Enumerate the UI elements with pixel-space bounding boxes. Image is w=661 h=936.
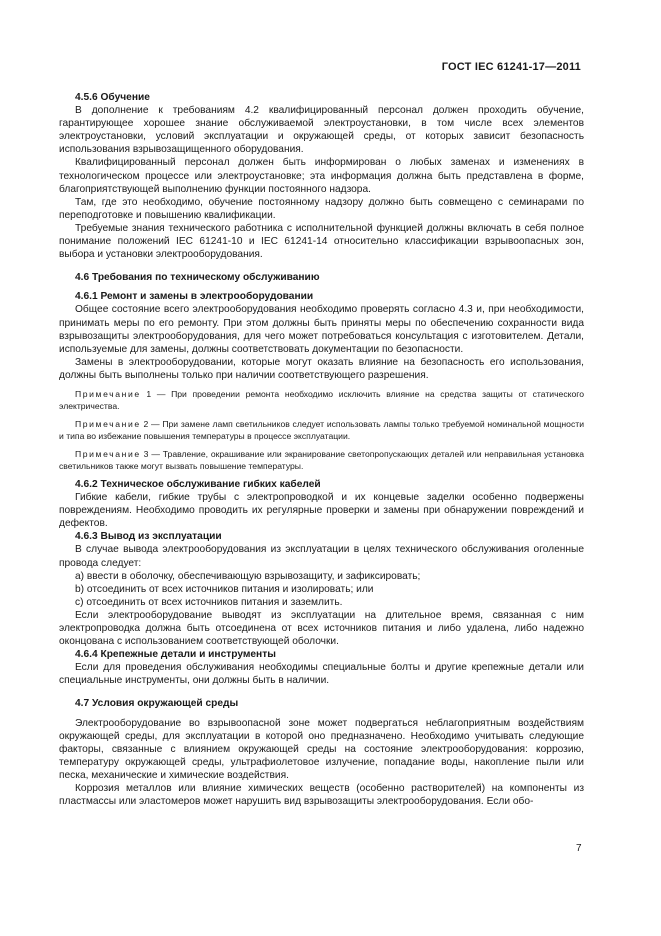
note-text: — При замене ламп светильников следует использовать лампы только требуемой номинальной мощности и типа во избежание повышения температуры в процессе эксплуатации. — [59, 418, 584, 441]
section-heading-4-5-6: 4.5.6 Обучение — [75, 92, 150, 103]
note-label: Примечание — [75, 388, 141, 399]
paragraph: Если для проведения обслуживания необходимы специальные болты и другие крепежные детали или специальные инструменты, они должны быть в наличии. — [59, 662, 584, 687]
section-heading-4-6: 4.6 Требования по техническому обслуживанию — [75, 272, 320, 284]
paragraph: Электрооборудование во взрывоопасной зоне может подвергаться неблагоприятным воздействиям окружающей среды, для эксплуатации в которой оно предназначено. Необходимо учитывать следующие факторы, связанные с влиянием окружающей среды на состояние электрооборудования: коррозию, температуру окружающей среды, ультрафиолетовое излучение, попадание воды, накопление пыли или песка, механические и химические воздействия. — [59, 717, 584, 781]
section-heading-4-7: 4.7 Условия окружающей среды — [75, 698, 239, 710]
paragraph: В дополнение к требованиям 4.2 квалифицированный персонал должен проходить обучение, гарантирующее хорошее знание обслуживаемой электроустановки, в том числе всех элементов электроустановки, условий эксплуатации и окружающей среды, от которых зависит безопасность использования взрывозащищенного оборудования. — [59, 105, 584, 156]
page-number: 7 — [576, 843, 582, 854]
list-item: a) ввести в оболочку, обеспечивающую взрывозащиту, и зафиксировать; — [75, 570, 421, 582]
list-item: b) отсоединить от всех источников питания и изолировать; или — [75, 583, 374, 595]
paragraph: Квалифицированный персонал должен быть информирован о любых заменах и изменениях в технологическом процессе или электроустановке; эта информация должна быть представлена в форме, благоприятствующей выполнению функции постоянного надзора. — [59, 157, 584, 195]
section-heading-4-6-3: 4.6.3 Вывод из эксплуатации — [75, 531, 222, 543]
note-label: Примечание — [75, 448, 141, 459]
note-text: — Травление, окрашивание или экранирование светопропускающих деталей или неправильная установка светильников также могут вызвать повышение температуры. — [59, 448, 585, 471]
page-body — [59, 91, 584, 808]
list-item: c) отсоединить от всех источников питания и заземлить. — [75, 596, 343, 608]
note-number: 3 — [143, 448, 149, 459]
note-2 — [59, 418, 584, 442]
section-heading-4-6-1: 4.6.1 Ремонт и замены в электрооборудовании — [75, 291, 314, 303]
paragraph: Требуемые знания технического работника с исполнительной функцией должны включать в себя полное понимание положений IEC 61241-10 и IEC 61241-14 относительно классификации взрывоопасных зон, выбора и установки электрооборудования. — [59, 222, 584, 261]
note-3 — [59, 448, 584, 472]
paragraph: Замены в электрооборудовании, которые могут оказать влияние на безопасность его использования, должны быть выполнены только при наличии соответствующего разрешения. — [59, 356, 584, 381]
section-heading-4-6-4: 4.6.4 Крепежные детали и инструменты — [75, 649, 276, 661]
note-1 — [59, 388, 584, 412]
paragraph: Общее состояние всего электрооборудования необходимо проверять согласно 4.3 и, при необходимости, принимать меры по его ремонту. При этом должны быть приняты меры по обеспечению сохранности вида взрывозащиты электрооборудования, для чего может потребоваться консультация с изготовителем. Детали, используемые для замены, должны соответствовать документации по безопасности. — [59, 304, 584, 355]
paragraph: Коррозия металлов или влияние химических веществ (особенно растворителей) на компоненты из пластмассы или эластомеров может нарушить вид взрывозащиты электрооборудования. Если обо- — [59, 783, 584, 808]
note-label: Примечание — [75, 418, 141, 429]
paragraph: Там, где это необходимо, обучение постоянному надзору должно быть совмещено с семинарами по переподготовке и повышению квалификации. — [59, 196, 584, 221]
note-text: — При проведении ремонта необходимо исключить влияние на средства защиты от статического электричества. — [59, 388, 584, 411]
paragraph: Гибкие кабели, гибкие трубы с электропроводкой и их концевые заделки особенно подвержены повреждениям. Необходимо проводить их регулярные проверки и замены при обнаружении повреждений и дефектов. — [59, 492, 584, 530]
document-header: ГОСТ IEC 61241-17—2011 — [441, 61, 581, 73]
note-number: 2 — [143, 418, 149, 429]
paragraph: В случае вывода электрооборудования из эксплуатации в целях технического обслуживания оголенные провода следует: — [59, 544, 584, 569]
section-heading-4-6-2: 4.6.2 Техническое обслуживание гибких кабелей — [75, 478, 321, 490]
paragraph: Если электрооборудование выводят из эксплуатации на длительное время, связанная с ним электропроводка должна быть отсоединена от всех источников питания и либо удалена, либо надежно оконцована с использованием соответствующей оболочки. — [59, 609, 584, 648]
note-number: 1 — [146, 388, 152, 399]
